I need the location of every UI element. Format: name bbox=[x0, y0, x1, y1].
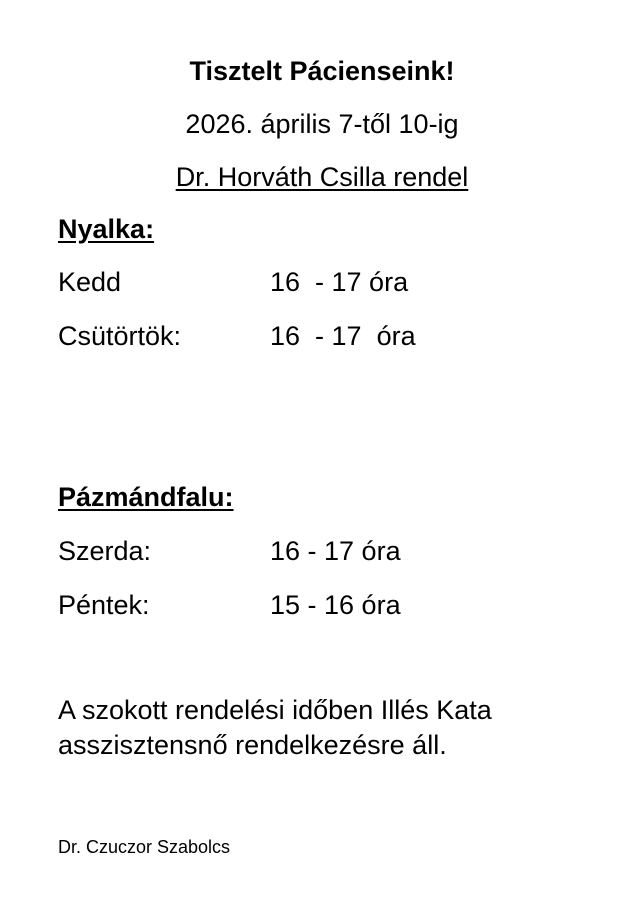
greeting-title: Tisztelt Pácienseink! bbox=[189, 56, 455, 86]
date-range: 2026. április 7-től 10-ig bbox=[185, 109, 459, 139]
substitute-doctor-text: Dr. Horváth Csilla rendel bbox=[175, 162, 469, 192]
substitute-doctor-line bbox=[0, 161, 644, 193]
schedule-time: 15 - 16 óra bbox=[270, 590, 401, 620]
location-heading-pazmandfalu: Pázmándfalu: bbox=[58, 482, 234, 512]
schedule-time: 16 - 17 óra bbox=[270, 321, 416, 351]
schedule-day: Csütörtök: bbox=[58, 321, 182, 351]
assistant-note-line: asszisztensnő rendelkezésre áll. bbox=[58, 730, 447, 760]
schedule-time: 16 - 17 óra bbox=[270, 267, 409, 297]
signature: Dr. Czuczor Szabolcs bbox=[58, 837, 231, 857]
schedule-row bbox=[58, 266, 618, 298]
schedule-day: Péntek: bbox=[58, 590, 150, 620]
schedule-row bbox=[58, 535, 618, 567]
assistant-note-line: A szokott rendelési időben Illés Kata bbox=[58, 695, 492, 725]
schedule-row bbox=[58, 589, 618, 621]
schedule-row bbox=[58, 320, 618, 352]
schedule-day: Kedd bbox=[58, 267, 122, 297]
location-heading-nyalka: Nyalka: bbox=[58, 214, 155, 244]
assistant-note bbox=[58, 693, 618, 763]
schedule-day: Szerda: bbox=[58, 536, 152, 566]
schedule-time: 16 - 17 óra bbox=[270, 536, 401, 566]
